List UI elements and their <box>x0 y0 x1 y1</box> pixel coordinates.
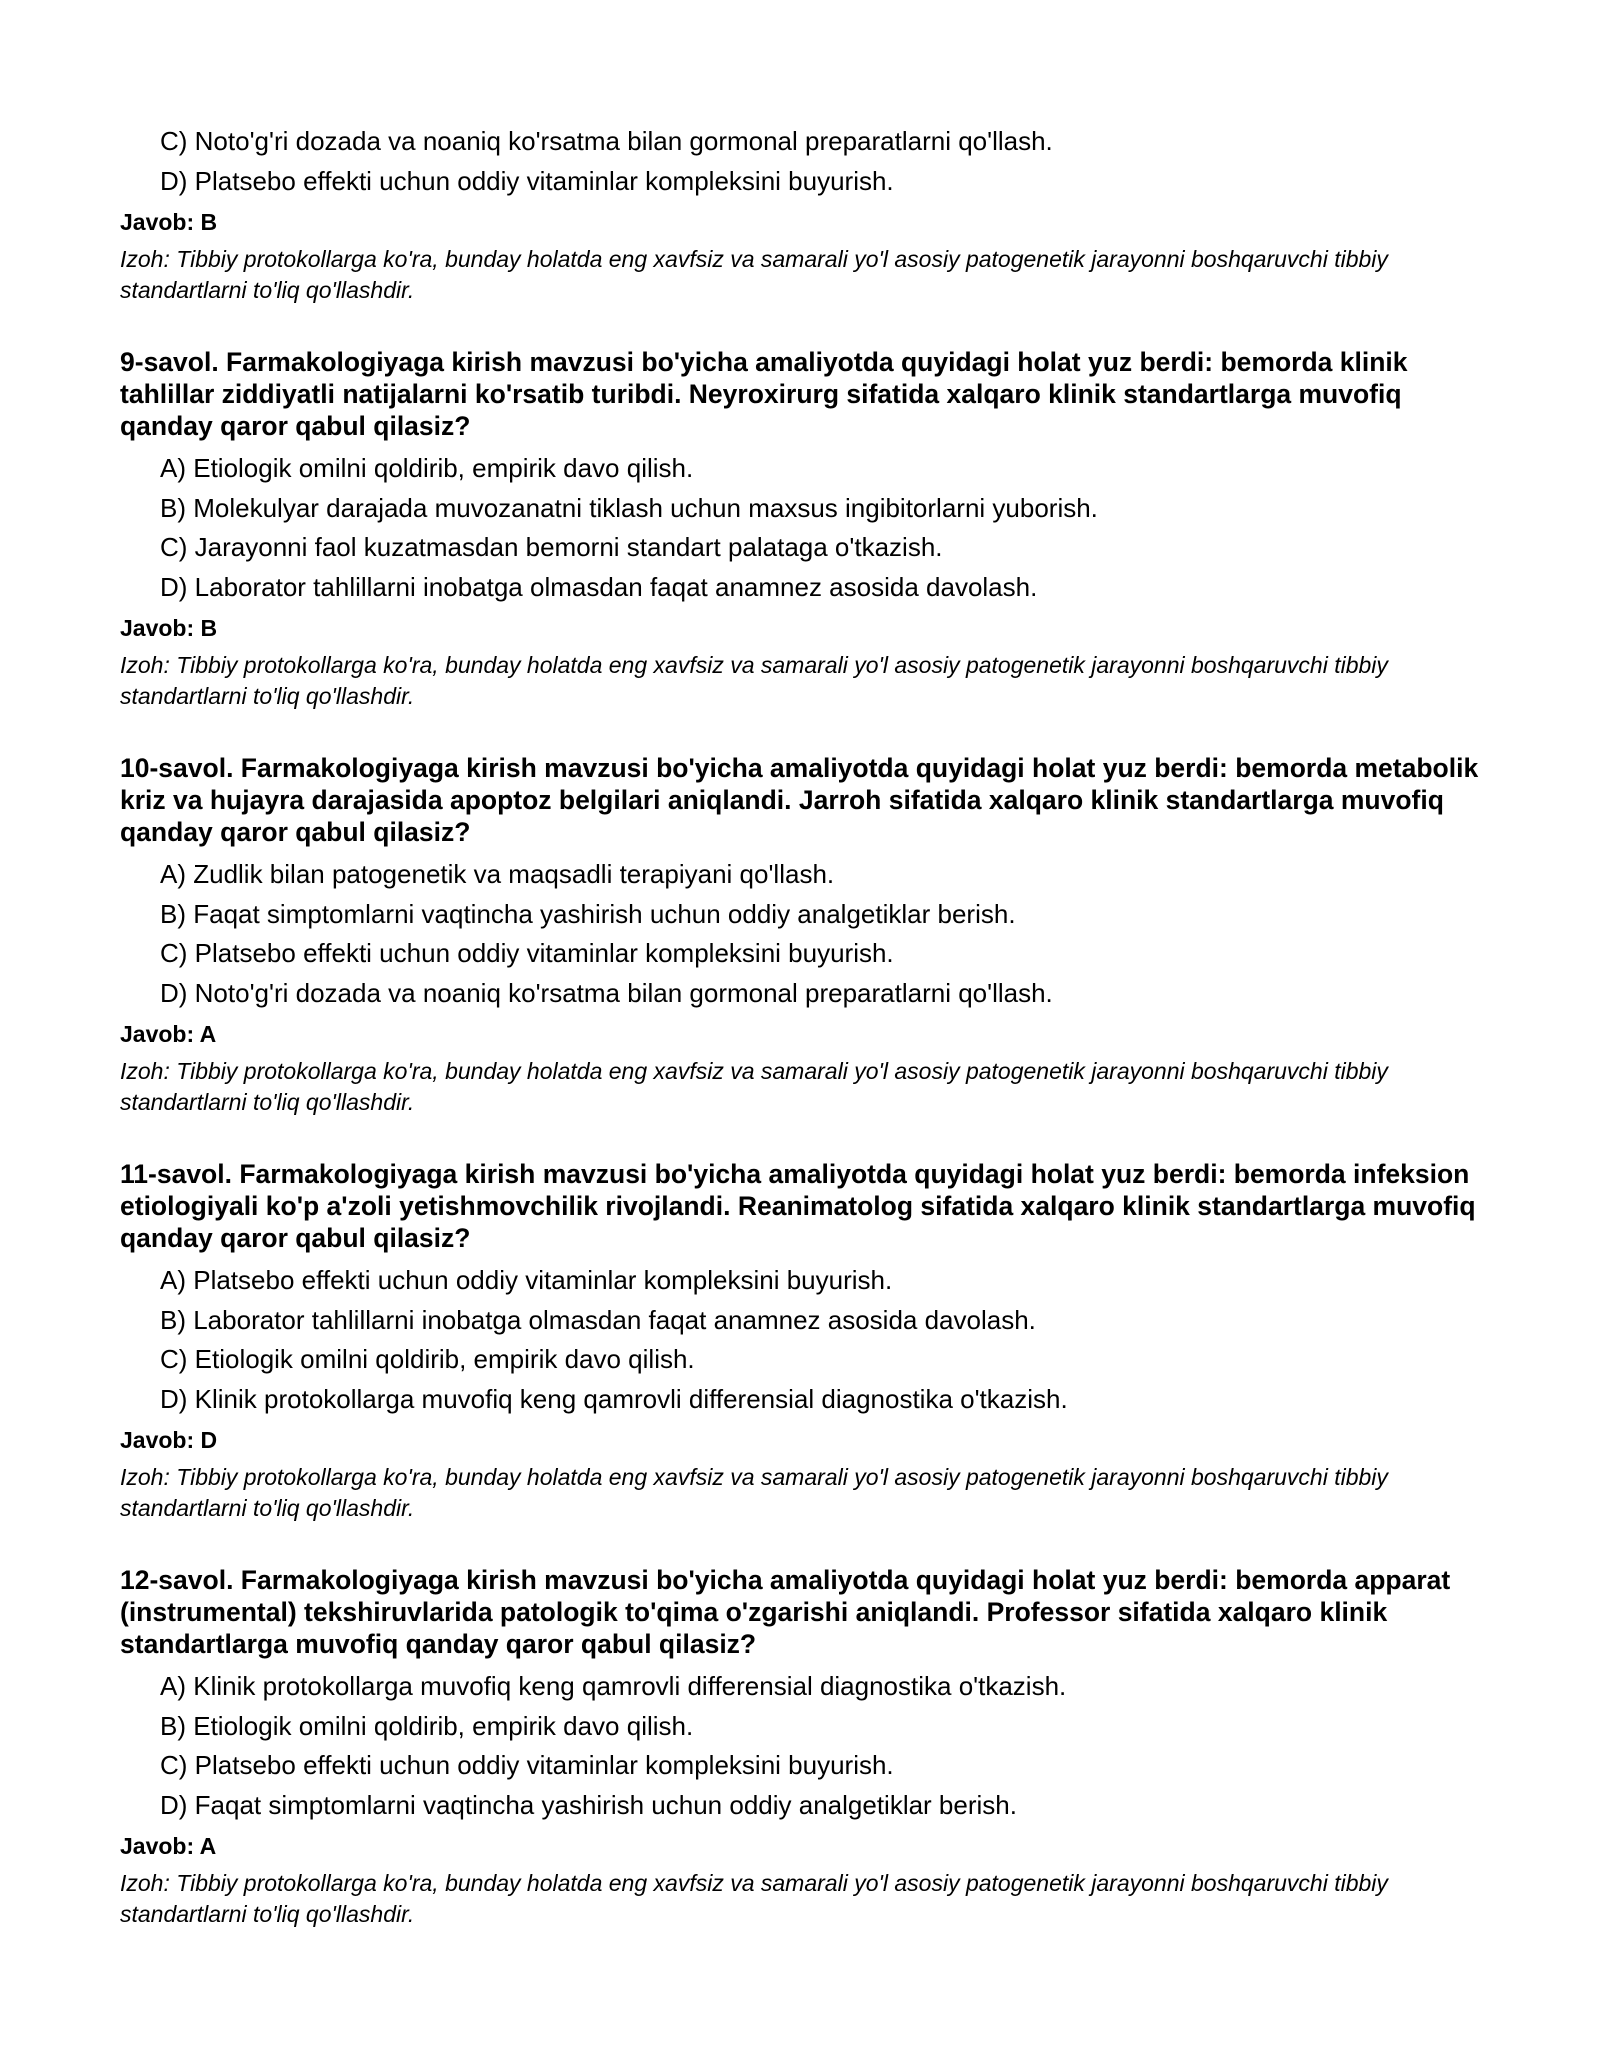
question-10 <box>120 752 1500 1118</box>
question-11 <box>120 1158 1500 1524</box>
answer-option: C) Platsebo effekti uchun oddiy vitaminlar kompleksini buyurish. <box>160 1750 894 1780</box>
explanation-note: Izoh: Tibbiy protokollarga ko'ra, bunday holatda eng xavfsiz va samarali yo'l asosiy patogenetik jarayonni boshqaruvchi tibbiy standartlarni to'liq qo'llashdir. <box>120 246 1388 303</box>
answer-option: B) Faqat simptomlarni vaqtincha yashirish uchun oddiy analgetiklar berish. <box>160 898 1016 929</box>
answer-option: B) Laborator tahlillarni inobatga olmasdan faqat anamnez asosida davolash. <box>160 1304 1036 1335</box>
answer-option: B) Molekulyar darajada muvozanatni tiklash uchun maxsus ingibitorlarni yuborish. <box>160 492 1098 523</box>
answer-option: C) Jarayonni faol kuzatmasdan bemorni standart palataga o'tkazish. <box>160 532 943 562</box>
answer-option: D) Laborator tahlillarni inobatga olmasdan faqat anamnez asosida davolash. <box>160 571 1038 602</box>
correct-answer: Javob: D <box>120 1427 218 1453</box>
answer-option: C) Noto'g'ri dozada va noaniq ko'rsatma bilan gormonal preparatlarni qo'llash. <box>160 126 1053 156</box>
explanation-note: Izoh: Tibbiy protokollarga ko'ra, bunday holatda eng xavfsiz va samarali yo'l asosiy patogenetik jarayonni boshqaruvchi tibbiy standartlarni to'liq qo'llashdir. <box>120 1870 1388 1927</box>
correct-answer: Javob: B <box>120 209 218 235</box>
answer-option: C) Platsebo effekti uchun oddiy vitaminlar kompleksini buyurish. <box>160 938 894 968</box>
answer-option: A) Zudlik bilan patogenetik va maqsadli terapiyani qo'llash. <box>160 859 835 889</box>
question-title: 11-savol. Farmakologiyaga kirish mavzusi bo'yicha amaliyotda quyidagi holat yuz berdi: bemorda infeksion etiologiyali ko'p a'zoli yetishmovchilik rivojlandi. Reanimatolog sifatida xalqaro klinik standartlarga muvofiq qanday qaror qabul qilasiz? <box>120 1159 1476 1253</box>
correct-answer: Javob: A <box>120 1833 217 1859</box>
explanation-note: Izoh: Tibbiy protokollarga ko'ra, bunday holatda eng xavfsiz va samarali yo'l asosiy patogenetik jarayonni boshqaruvchi tibbiy standartlarni to'liq qo'llashdir. <box>120 652 1388 709</box>
question-12 <box>120 1564 1500 1930</box>
explanation-note: Izoh: Tibbiy protokollarga ko'ra, bunday holatda eng xavfsiz va samarali yo'l asosiy patogenetik jarayonni boshqaruvchi tibbiy standartlarni to'liq qo'llashdir. <box>120 1464 1388 1521</box>
answer-option: A) Platsebo effekti uchun oddiy vitaminlar kompleksini buyurish. <box>160 1265 893 1295</box>
answer-option: C) Etiologik omilni qoldirib, empirik davo qilish. <box>160 1344 695 1374</box>
question-9 <box>120 346 1500 712</box>
correct-answer: Javob: A <box>120 1021 217 1047</box>
answer-option: B) Etiologik omilni qoldirib, empirik davo qilish. <box>160 1710 694 1741</box>
question-title: 10-savol. Farmakologiyaga kirish mavzusi bo'yicha amaliyotda quyidagi holat yuz berdi: bemorda metabolik kriz va hujayra darajasida apoptoz belgilari aniqlandi. Jarroh sifatida xalqaro klinik standartlarga muvofiq qanday qaror qabul qilasiz? <box>120 753 1479 847</box>
question-8-continuation <box>120 122 1500 306</box>
answer-option: D) Klinik protokollarga muvofiq keng qamrovli differensial diagnostika o'tkazish. <box>160 1383 1068 1414</box>
explanation-note: Izoh: Tibbiy protokollarga ko'ra, bunday holatda eng xavfsiz va samarali yo'l asosiy patogenetik jarayonni boshqaruvchi tibbiy standartlarni to'liq qo'llashdir. <box>120 1058 1388 1115</box>
answer-option: D) Noto'g'ri dozada va noaniq ko'rsatma bilan gormonal preparatlarni qo'llash. <box>160 977 1053 1008</box>
answer-option: D) Faqat simptomlarni vaqtincha yashirish uchun oddiy analgetiklar berish. <box>160 1789 1017 1820</box>
answer-option: A) Klinik protokollarga muvofiq keng qamrovli differensial diagnostika o'tkazish. <box>160 1671 1067 1701</box>
answer-option: D) Platsebo effekti uchun oddiy vitaminlar kompleksini buyurish. <box>160 165 894 196</box>
question-title: 9-savol. Farmakologiyaga kirish mavzusi bo'yicha amaliyotda quyidagi holat yuz berdi: bemorda klinik tahlillar ziddiyatli natijalarni ko'rsatib turibdi. Neyroxirurg sifatida xalqaro klinik standartlarga muvofiq qanday qaror qabul qilasiz? <box>120 347 1408 441</box>
correct-answer: Javob: B <box>120 615 218 641</box>
question-title: 12-savol. Farmakologiyaga kirish mavzusi bo'yicha amaliyotda quyidagi holat yuz berdi: bemorda apparat (instrumental) tekshiruvlarida patologik to'qima o'zgarishi aniqlandi. Professor sifatida xalqaro klinik standartlarga muvofiq qanday qaror qabul qilasiz? <box>120 1565 1451 1659</box>
document-page <box>120 122 1500 1930</box>
answer-option: A) Etiologik omilni qoldirib, empirik davo qilish. <box>160 453 694 483</box>
